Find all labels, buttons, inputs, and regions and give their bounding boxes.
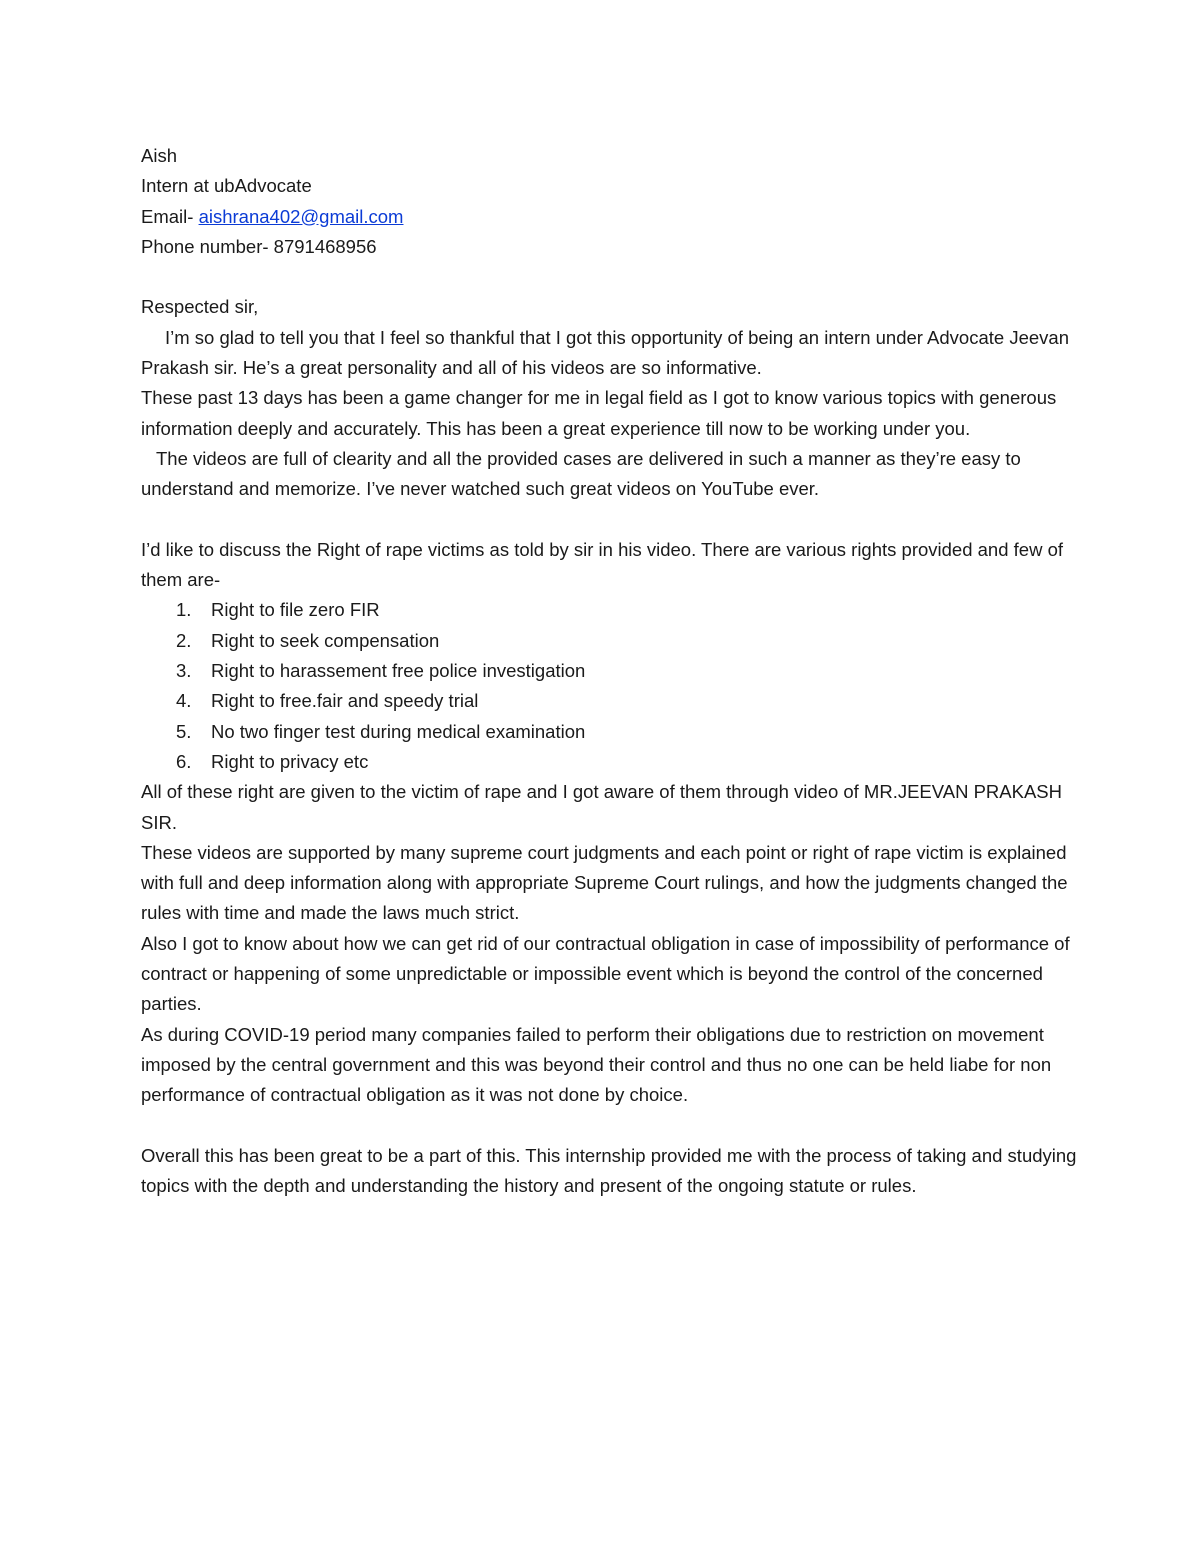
- list-item: [141, 595, 1081, 625]
- list-number: 6.: [176, 750, 192, 772]
- rights-list: [141, 595, 1081, 777]
- email-label: Email-: [141, 205, 199, 227]
- list-number: 1.: [176, 599, 192, 621]
- list-number: 2.: [176, 629, 192, 651]
- phone-line: Phone number- 8791468956: [141, 235, 377, 257]
- list-item: [141, 686, 1081, 716]
- list-number: 3.: [176, 660, 192, 682]
- list-text: Right to free.fair and speedy trial: [211, 690, 479, 712]
- sender-role: Intern at ubAdvocate: [141, 175, 312, 197]
- spacer: [141, 262, 1081, 292]
- list-item: [141, 747, 1081, 777]
- letter-page: [141, 141, 1081, 1201]
- spacer: [141, 1111, 1081, 1141]
- salutation: Respected sir,: [141, 296, 259, 318]
- paragraph-videos: [141, 444, 1081, 505]
- paragraph-awareness: All of these right are given to the victim of rape and I got aware of them through video of MR.JEEVAN PRAKASH SIR.: [141, 781, 1062, 833]
- list-item: [141, 656, 1081, 686]
- list-text: Right to harassement free police investigation: [211, 660, 586, 682]
- paragraph-judgments: These videos are supported by many supreme court judgments and each point or right of rape victim is explained with full and deep information along with appropriate Supreme Court rulings, and how the judgments changed the rules with time and made the laws much strict.: [141, 841, 1068, 924]
- paragraph-experience: These past 13 days has been a game changer for me in legal field as I got to know various topics with generous information deeply and accurately. This has been a great experience till now to be working under you.: [141, 387, 1057, 439]
- paragraph-rights-intro: I’d like to discuss the Right of rape victims as told by sir in his video. There are various rights provided and few of them are-: [141, 538, 1064, 591]
- paragraph-videos-text: The videos are full of clearity and all the provided cases are delivered in such a manner as they’re easy to understand and memorize. I’ve never watched such great videos on YouTube ever.: [141, 447, 1021, 500]
- list-text: Right to seek compensation: [211, 629, 440, 651]
- email-line: [141, 202, 1081, 232]
- list-text: No two finger test during medical examination: [211, 720, 586, 742]
- spacer: [141, 505, 1081, 535]
- sender-name: Aish: [141, 145, 177, 166]
- paragraph-intro: [141, 323, 1081, 384]
- paragraph-conclusion: Overall this has been great to be a part of this. This internship provided me with the process of taking and studying topics with the depth and understanding the history and present of the ongoing statute or rules.: [141, 1144, 1077, 1197]
- paragraph-contract: Also I got to know about how we can get rid of our contractual obligation in case of impossibility of performance of contract or happening of some unpredictable or impossible event which is beyond the control of the concerned parties.: [141, 932, 1070, 1015]
- list-item: [141, 717, 1081, 747]
- paragraph-covid: As during COVID-19 period many companies failed to perform their obligations due to restriction on movement imposed by the central government and this was beyond their control and thus no one can be held liabe for non performance of contractual obligation as it was not done by choice.: [141, 1023, 1052, 1106]
- list-item: [141, 626, 1081, 656]
- list-text: Right to file zero FIR: [211, 599, 380, 621]
- paragraph-intro-text: I’m so glad to tell you that I feel so thankful that I got this opportunity of being an intern under Advocate Jeevan Prakash sir. He’s a great personality and all of his videos are so informative.: [141, 326, 1069, 379]
- list-number: 5.: [176, 720, 192, 742]
- list-text: Right to privacy etc: [211, 750, 369, 772]
- email-link[interactable]: aishrana402@gmail.com: [198, 205, 404, 227]
- list-number: 4.: [176, 690, 192, 712]
